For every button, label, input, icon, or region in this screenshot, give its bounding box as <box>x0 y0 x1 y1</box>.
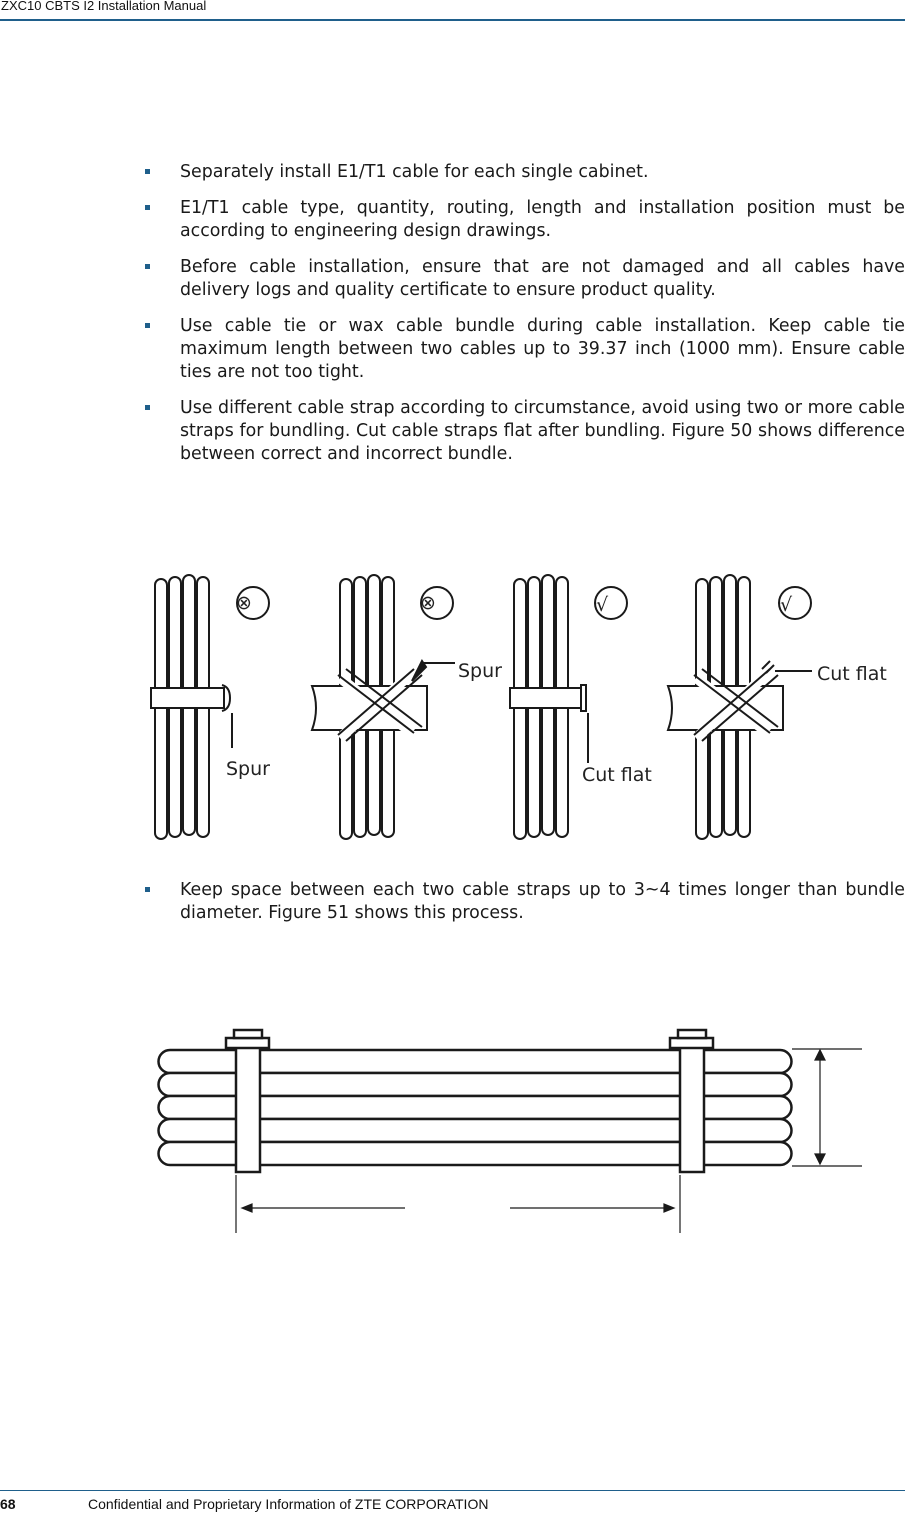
incorrect-mark-2: ⊗ <box>420 592 436 614</box>
bullet-marker <box>145 405 150 410</box>
bullet-text: Before cable installation, ensure that are not damaged and all cables have delivery logs and quality certificate to ensure product quality. <box>180 257 905 300</box>
footer-rule <box>0 1490 905 1491</box>
bullet-marker <box>145 887 150 892</box>
bullet-item <box>145 397 905 466</box>
page-number: 68 <box>0 1496 16 1512</box>
footer-text: Confidential and Proprietary Information of ZTE CORPORATION <box>88 1496 489 1512</box>
bullet-list-2 <box>145 879 905 938</box>
bullet-text: Separately install E1/T1 cable for each single cabinet. <box>180 162 649 182</box>
bullet-text: Use cable tie or wax cable bundle during cable installation. Keep cable tie maximum length between two cables up to 39.37 inch (1000 mm). Ensure cable ties are not too tight. <box>180 316 905 382</box>
bullet-item <box>145 879 905 925</box>
incorrect-mark-1: ⊗ <box>236 592 252 614</box>
bullet-marker <box>145 169 150 174</box>
bullet-item <box>145 197 905 243</box>
bullet-text: Use different cable strap according to circumstance, avoid using two or more cable straps for bundling. Cut cable straps flat after bundling. Figure 50 shows difference between correct and incorrect bundle. <box>180 398 905 464</box>
bullet-item <box>145 315 905 384</box>
figure-51-strap-spacing <box>150 1020 870 1250</box>
header-rule <box>0 19 905 21</box>
panel-incorrect-spur <box>151 575 269 839</box>
label-cut-flat-2: Cut flat <box>817 663 887 685</box>
label-spur-2: Spur <box>458 660 502 682</box>
panel-incorrect-crossed <box>312 575 455 839</box>
bullet-marker <box>145 323 150 328</box>
header-title: ZXC10 CBTS I2 Installation Manual <box>1 0 207 13</box>
bullet-marker <box>145 205 150 210</box>
bullet-list <box>145 161 905 479</box>
bullet-text: Keep space between each two cable straps up to 3~4 times longer than bundle diameter. Figure 51 shows this process. <box>180 880 905 923</box>
bullet-text: E1/T1 cable type, quantity, routing, length and installation position must be according to engineering design drawings. <box>180 198 905 241</box>
bullet-marker <box>145 264 150 269</box>
page-header <box>0 0 905 20</box>
label-cut-flat-1: Cut flat <box>582 764 652 786</box>
panel-correct-cut-flat <box>510 575 627 839</box>
correct-mark-2: √ <box>779 594 793 616</box>
label-spur-1: Spur <box>226 758 270 780</box>
correct-mark-1: √ <box>595 594 609 616</box>
bullet-item <box>145 256 905 302</box>
figure-50-bundling-comparison <box>150 563 905 855</box>
bullet-item <box>145 161 905 184</box>
